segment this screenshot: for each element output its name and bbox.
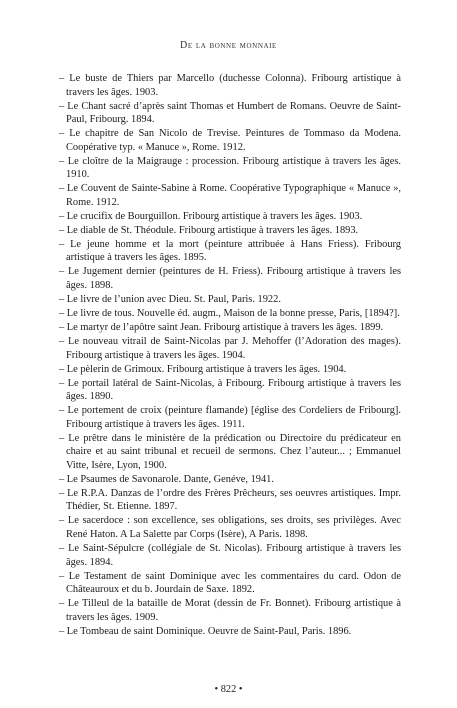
bibliography-entry: – Le Jugement dernier (peintures de H. Friess). Fribourg artistique à travers les âges. 1898. <box>59 266 401 292</box>
bibliography-entry: – Le prêtre dans le ministère de la prédication ou Directoire du prédicateur en chaire et au saint tribunal et recueil de sermons. Chez l’auteur... ; Emmanuel Vitte, Isère, Lyon, 1900. <box>59 432 401 471</box>
bibliography-entry: – Le martyr de l’apôtre saint Jean. Fribourg artistique à travers les âges. 1899. <box>59 321 384 333</box>
bibliography-entry: – Le jeune homme et la mort (peinture attribuée à Hans Friess). Fribourg artistique à travers les âges. 1895. <box>59 238 401 264</box>
bibliography-entry: – Le portement de croix (peinture flamande) [église des Cordeliers de Fribourg]. Fribourg artistique à travers les âges. 1911. <box>59 405 401 430</box>
page-number: • 822 • <box>214 684 243 695</box>
bibliography-entry: – Le Tombeau de saint Dominique. Oeuvre de Saint-Paul, Paris. 1896. <box>59 625 352 637</box>
bibliography-list <box>59 72 401 639</box>
bibliography-entry: – Le sacerdoce : son excellence, ses obligations, ses droits, ses privilèges. Avec René Haton. A La Salette par Corps (Isère), A Paris. 1898. <box>59 515 401 541</box>
bibliography-entry: – Le chapitre de San Nicolo de Trevise. Peintures de Tommaso da Modena. Coopérative typ. « Manuce », Rome. 1912. <box>59 128 401 153</box>
bibliography-entry: – Le Couvent de Sainte-Sabine à Rome. Coopérative Typographique « Manuce », Rome. 1912. <box>59 183 401 208</box>
bibliography-entry: – Le livre de l’union avec Dieu. St. Paul, Paris. 1922. <box>59 294 281 306</box>
bibliography-entry: – Le R.P.A. Danzas de l’ordre des Frères Prêcheurs, ses oeuvres artistiques. Impr. Thédier, St. Etienne. 1897. <box>59 487 401 513</box>
bibliography-entry: – Le pèlerin de Grimoux. Fribourg artistique à travers les âges. 1904. <box>59 363 347 375</box>
bibliography-entry: – Le crucifix de Bourguillon. Fribourg artistique à travers les âges. 1903. <box>59 210 363 222</box>
bibliography-entry: – Le Chant sacré d’après saint Thomas et Humbert de Romans. Oeuvre de Saint-Paul, Fribourg. 1894. <box>59 100 401 126</box>
bibliography-entry: – Le Testament de saint Dominique avec les commentaires du card. Odon de Châteauroux et du b. Jourdain de Saxe. 1892. <box>59 570 401 596</box>
bibliography-entry: – Le Psaumes de Savonarole. Dante, Genéve, 1941. <box>59 473 274 485</box>
bibliography-entry: – Le diable de St. Théodule. Fribourg artistique à travers les âges. 1893. <box>59 224 359 236</box>
running-head: De la bonne monnaie <box>180 40 277 51</box>
bibliography-entry: – Le Saint-Sépulcre (collégiale de St. Nicolas). Fribourg artistique à travers les âges. 1894. <box>59 543 401 568</box>
bibliography-entry: – Le Tilleul de la bataille de Morat (dessin de Fr. Bonnet). Fribourg artistique à travers les âges. 1909. <box>59 598 401 623</box>
bibliography-entry: – Le livre de tous. Nouvelle éd. augm., Maison de la bonne presse, Paris, [1894?]. <box>59 308 400 319</box>
bibliography-entry: – Le cloître de la Maigrauge : procession. Fribourg artistique à travers les âges. 1910. <box>59 155 401 181</box>
bibliography-entry: – Le portail latéral de Saint-Nicolas, à Fribourg. Fribourg artistique à travers les âges. 1890. <box>59 377 401 403</box>
bibliography-entry: – Le nouveau vitrail de Saint-Nicolas par J. Mehoffer (l’Adoration des mages). Fribourg artistique à travers les âges. 1904. <box>59 335 401 361</box>
bibliography-entry: – Le buste de Thiers par Marcello (duchesse Colonna). Fribourg artistique à travers les âges. 1903. <box>59 73 401 98</box>
